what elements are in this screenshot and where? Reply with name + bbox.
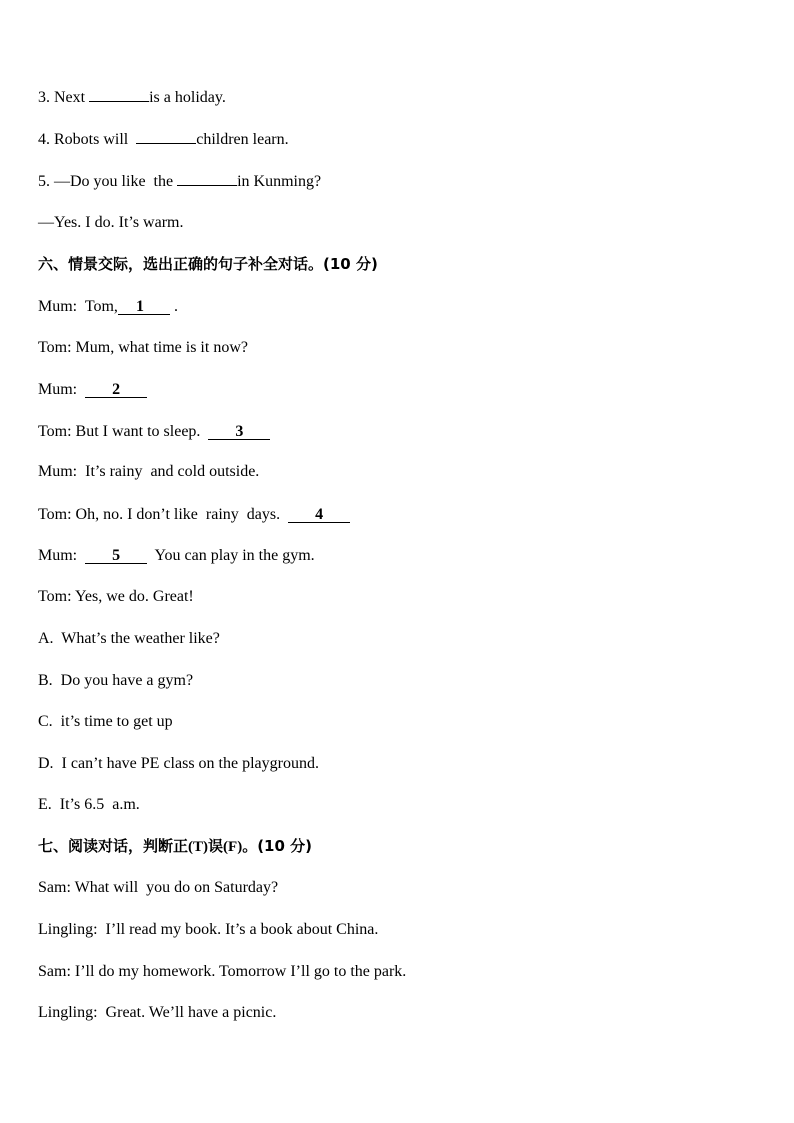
reading-line-sam-1: Sam: What will you do on Saturday? xyxy=(38,879,279,896)
fill-in-text: 5. —Do you like the xyxy=(38,173,178,190)
dialog-line-tom-2 xyxy=(38,422,270,442)
option-d: D. I can’t have PE class on the playground. xyxy=(38,755,319,772)
numbered-blank-1: 1 xyxy=(118,299,170,315)
numbered-blank-4: 4 xyxy=(288,507,350,523)
fill-in-item-4 xyxy=(38,130,289,150)
answer-blank xyxy=(136,143,196,144)
false-marker: (F) xyxy=(223,839,243,855)
dialog-line-mum-2 xyxy=(38,380,147,400)
section-7-heading-text: 七、阅读对话，判断正 xyxy=(38,837,189,855)
dialog-line-tom-3 xyxy=(38,505,350,525)
dialog-text: Mum: Tom, xyxy=(38,298,118,315)
numbered-blank-2: 2 xyxy=(85,382,147,398)
fill-in-text: is a holiday. xyxy=(149,89,226,106)
numbered-blank-5: 5 xyxy=(85,548,147,564)
section-7-heading xyxy=(38,836,312,857)
fill-in-item-3 xyxy=(38,88,226,108)
dialog-line-mum-4 xyxy=(38,546,315,566)
answer-blank xyxy=(89,101,149,102)
option-c: C. it’s time to get up xyxy=(38,713,173,730)
dialog-text: Mum: xyxy=(38,547,86,564)
fill-in-text: children learn. xyxy=(196,131,289,148)
dialog-text: Tom: Oh, no. I don’t like rainy days. xyxy=(38,506,289,523)
true-marker: (T) xyxy=(188,839,209,855)
option-b: B. Do you have a gym? xyxy=(38,672,194,689)
fill-in-text: 3. Next xyxy=(38,89,90,106)
numbered-blank-3: 3 xyxy=(208,424,270,440)
fill-in-item-5 xyxy=(38,172,321,192)
dialog-line-mum-3: Mum: It’s rainy and cold outside. xyxy=(38,463,260,480)
dialog-line-tom-1: Tom: Mum, what time is it now? xyxy=(38,339,248,356)
dialog-line-mum-1 xyxy=(38,297,178,317)
dialog-line-tom-4: Tom: Yes, we do. Great! xyxy=(38,588,194,605)
reading-line-sam-2: Sam: I’ll do my homework. Tomorrow I’ll go to the park. xyxy=(38,963,407,980)
dialog-text: You can play in the gym. xyxy=(147,547,315,564)
dialog-text: Mum: xyxy=(38,381,86,398)
fill-in-text: 4. Robots will xyxy=(38,131,137,148)
reading-line-lingling-2: Lingling: Great. We’ll have a picnic. xyxy=(38,1004,277,1021)
section-6-heading: 六、情景交际，选出正确的句子补全对话。(10 分) xyxy=(38,255,378,273)
fill-in-text: in Kunming? xyxy=(237,173,322,190)
fill-in-answer-line: —Yes. I do. It’s warm. xyxy=(38,214,184,231)
option-a: A. What’s the weather like? xyxy=(38,630,220,647)
dialog-text: . xyxy=(169,298,178,315)
section-7-heading-text: 误 xyxy=(208,837,224,855)
option-e: E. It’s 6.5 a.m. xyxy=(38,796,140,813)
dialog-text: Tom: But I want to sleep. xyxy=(38,423,209,440)
answer-blank xyxy=(177,185,237,186)
section-7-heading-text: 。(10 分) xyxy=(242,837,312,855)
reading-line-lingling-1: Lingling: I’ll read my book. It’s a book about China. xyxy=(38,921,379,938)
